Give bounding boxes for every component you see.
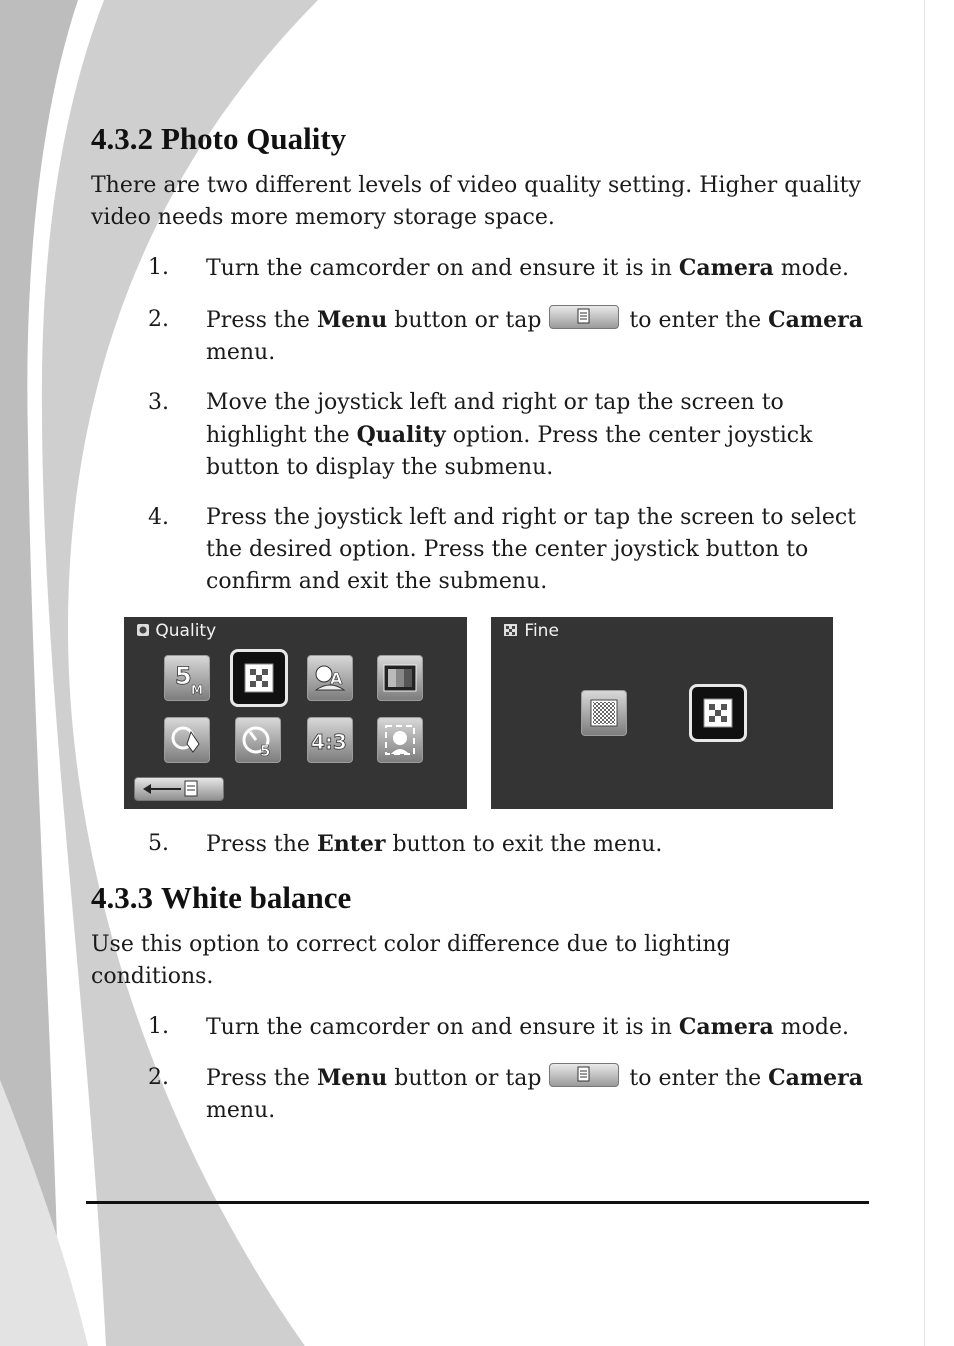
step-number: 1.	[148, 1014, 169, 1039]
step-text: Press the joystick left and right or tap the screen to select the desired option. Press the center joystick button to confirm and exit the submenu.	[206, 505, 857, 594]
step-number: 3.	[148, 390, 169, 415]
fine-submenu-title: Fine	[503, 621, 559, 641]
step-number: 2.	[148, 1065, 169, 1090]
quality-fine-icon-selected	[230, 649, 288, 707]
fine-submenu-screenshot	[491, 617, 833, 809]
scene-mode-icon	[307, 655, 353, 701]
quality-icon	[136, 623, 150, 637]
back-button	[134, 777, 224, 801]
section-number: 4.3.2	[91, 121, 153, 156]
section-title: Photo Quality	[161, 121, 347, 156]
self-timer-icon	[235, 717, 281, 763]
fine-quality-icon	[503, 623, 519, 637]
aspect-ratio-icon	[307, 717, 353, 763]
effect-icon	[377, 655, 423, 701]
step-text: Press the Menu button or tap to enter the Camera menu.	[206, 307, 863, 365]
step-number: 2.	[148, 307, 169, 332]
section-heading-photo-quality	[91, 121, 346, 157]
normal-quality-option-icon	[581, 690, 627, 736]
svg-text:5: 5	[260, 742, 271, 760]
step-text: Press the Menu button or tap to enter the Camera menu.	[206, 1065, 863, 1123]
intro-paragraph: Use this option to correct color difference due to lighting conditions.	[91, 932, 731, 989]
menu-tap-icon	[549, 1063, 619, 1087]
fine-quality-option-icon-selected	[689, 684, 747, 742]
step-text: Turn the camcorder on and ensure it is in Camera mode.	[206, 1014, 849, 1040]
svg-text:A: A	[330, 669, 343, 688]
svg-text:4:3: 4:3	[311, 730, 347, 754]
quality-menu-screenshot	[124, 617, 467, 809]
svg-text:M: M	[191, 683, 203, 697]
step-text: Press the Enter button to exit the menu.	[206, 831, 663, 857]
section-heading-white-balance	[91, 880, 351, 916]
section-title: White balance	[161, 880, 352, 915]
back-arrow-icon	[135, 778, 223, 800]
step-number: 4.	[148, 505, 169, 530]
step-number: 1.	[148, 255, 169, 280]
step-number: 5.	[148, 831, 169, 856]
menu-tap-icon	[549, 305, 619, 329]
face-detection-icon	[377, 717, 423, 763]
stabilizer-icon	[164, 717, 210, 763]
intro-paragraph: There are two different levels of video quality setting. Higher quality video needs more memory storage space.	[91, 173, 861, 230]
quality-menu-title: Quality	[136, 621, 216, 641]
step-text: Turn the camcorder on and ensure it is in Camera mode.	[206, 255, 849, 281]
svg-text:5: 5	[175, 662, 192, 690]
resolution-5m-icon	[164, 655, 210, 701]
step-text: Move the joystick left and right or tap the screen to highlight the Quality option. Press the center joystick button to display the submenu.	[206, 390, 813, 480]
footer-rule	[86, 1201, 869, 1204]
section-number: 4.3.3	[91, 880, 153, 915]
